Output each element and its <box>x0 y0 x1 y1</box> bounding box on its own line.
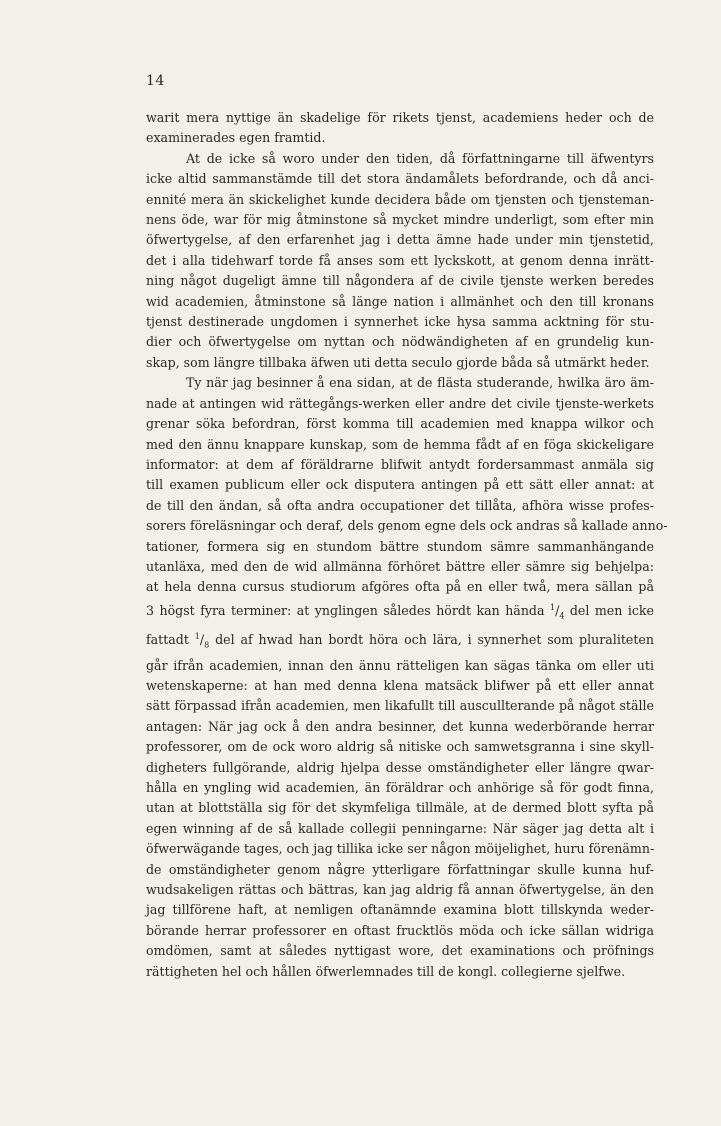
p3-line-13: fattadt $^1/_8$ del af hwad han bordt höra och lära, i synnerhet som pluraliteten <box>146 631 654 650</box>
p3-line-10: utanläxa, med den de wid allmänna förhöret bättre eller sämre sig behjelpa: <box>146 558 654 574</box>
p3-line-22: egen winning af de så kallade collegii penningarne: När säger jag detta alt i <box>146 820 654 836</box>
p1-line-2: examinerades egen framtid. <box>146 130 326 146</box>
p2-line-6: det i alla tidehwarf torde få anses som ett lyckskott, at genom denna inrätt- <box>146 252 654 268</box>
p2-line-11: skap, som längre tillbaka äfwen uti detta seculo gjorde båda så utmärkt heder. <box>146 354 650 370</box>
p3-line-23: öfwerwägande tages, och jag tillika icke ser någon möijelighet, huru förenämn- <box>146 841 655 857</box>
p3-line-28: omdömen, samt at således nyttigast wore, det examinations och pröfnings <box>146 943 654 959</box>
p3-line-4: med den ännu knappare kunskap, som de hemma fådt af en föga skickeligare <box>146 436 654 452</box>
p2-line-7: ning något dugeligt ämne till någondera af de civile tjenste werken beredes <box>146 273 654 289</box>
p3-line-5: informator: at dem af föräldrarne blifwit antydt fordersammast anmäla sig <box>146 456 654 472</box>
paragraph-2 <box>146 149 654 373</box>
p3-line-29: rättigheten hel och hållen öfwerlemnades till de kongl. collegierne sjelfwe. <box>146 963 626 979</box>
p3-line-11: at hela denna cursus studiorum afgöres ofta på en eller twå, mera sällan på <box>146 579 654 595</box>
p3-line-18: professorer, om de ock woro aldrig så nitiske och samwetsgranna i sine skyll- <box>146 739 654 755</box>
body-text <box>146 108 668 982</box>
p3-line-8: sorers föreläsningar och deraf, dels genom egne dels ock andras så kallade anno- <box>146 518 668 534</box>
p2-line-1: At de icke så woro under den tiden, då författningarne till äfwentyrs <box>186 150 654 166</box>
p2-line-3: ennité mera än skickelighet kunde decidera både om tjensten och tjensteman- <box>146 191 654 207</box>
p3-line-24: de omständigheter genom någre ytterligare författningar skulle kunna huf- <box>146 861 654 877</box>
p2-line-8: wid academien, åtminstone så länge nation i allmänhet och den till kronans <box>146 293 654 309</box>
p1-line-1: warit mera nyttige än skadelige för rikets tjenst, academiens heder och de <box>146 110 654 125</box>
page-number: 14 <box>146 73 165 89</box>
p3-line-9: tationer, formera sig en stundom bättre stundom sämre sammanhängande <box>146 538 654 554</box>
paragraph-3 <box>146 373 668 982</box>
p2-line-9: tjenst destinerade ungdomen i synnerhet icke hysa samma acktning för stu- <box>146 314 654 330</box>
paragraph-1 <box>146 108 654 149</box>
p3-line-15: wetenskaperne: at han med denna klena matsäck blifwer på ett eller annat <box>146 678 654 693</box>
p2-line-2: icke altid sammanstämde till det stora ändamålets befordrande, och då anci- <box>146 171 654 187</box>
p3-line-6: till examen publicum eller ock disputera antingen på ett sätt eller annat: at <box>146 477 654 493</box>
p2-line-4: nens öde, war för mig åtminstone så mycket mindre underligt, som efter min <box>146 212 654 228</box>
p3-line-27: börande herrar professorer en oftast frucktlös möda och icke sällan widriga <box>146 922 654 938</box>
p3-line-20: hålla en yngling wid academien, än föräldrar och anhörige så för godt finna, <box>146 780 654 796</box>
p2-line-10: dier och öfwertygelse om nyttan och nödwändigheten af en grundelig kun- <box>146 334 654 350</box>
p2-line-5: öfwertygelse, af den erfarenhet jag i detta ämne hade under min tjenstetid, <box>146 232 654 248</box>
p3-line-7: de till den ändan, så ofta andra occupationer det tillåta, afhöra wisse profes- <box>146 497 654 513</box>
p3-line-21: utan at blottställa sig för det skymfeliga tillmäle, at de dermed blott syfta på <box>146 800 654 816</box>
p3-line-3: grenar söka befordran, först komma till academien med knappa wilkor och <box>146 416 654 432</box>
p3-line-2: nade at antingen wid rättegångs-werken eller andre det civile tjenste-werkets <box>146 395 654 411</box>
p3-line-12: 3 högst fyra terminer: at ynglingen således hördt kan hända $^1/_4$ del men icke <box>146 602 654 621</box>
p3-line-1: Ty när jag besinner å ena sidan, at de flästa studerande, hwilka äro äm- <box>186 375 654 391</box>
p3-line-19: digheters fullgörande, aldrig hjelpa desse omständigheter eller längre qwar- <box>146 759 654 775</box>
p3-line-17: antagen: När jag ock å den andra besinner, det kunna wederbörande herrar <box>146 718 654 734</box>
p3-line-26: jag tillförene haft, at nemligen oftanämnde examina blott tillskynda weder- <box>146 902 654 918</box>
p3-line-25: wudsakeligen rättas och bättras, kan jag aldrig få annan öfwertygelse, än den <box>146 882 654 898</box>
p3-line-14: går ifrån academien, innan den ännu rätteligen kan sägas tänka om eller uti <box>146 657 654 673</box>
p3-line-16: sätt förpassad ifrån academien, men likafullt till auscullterande på något ställe <box>146 698 654 714</box>
